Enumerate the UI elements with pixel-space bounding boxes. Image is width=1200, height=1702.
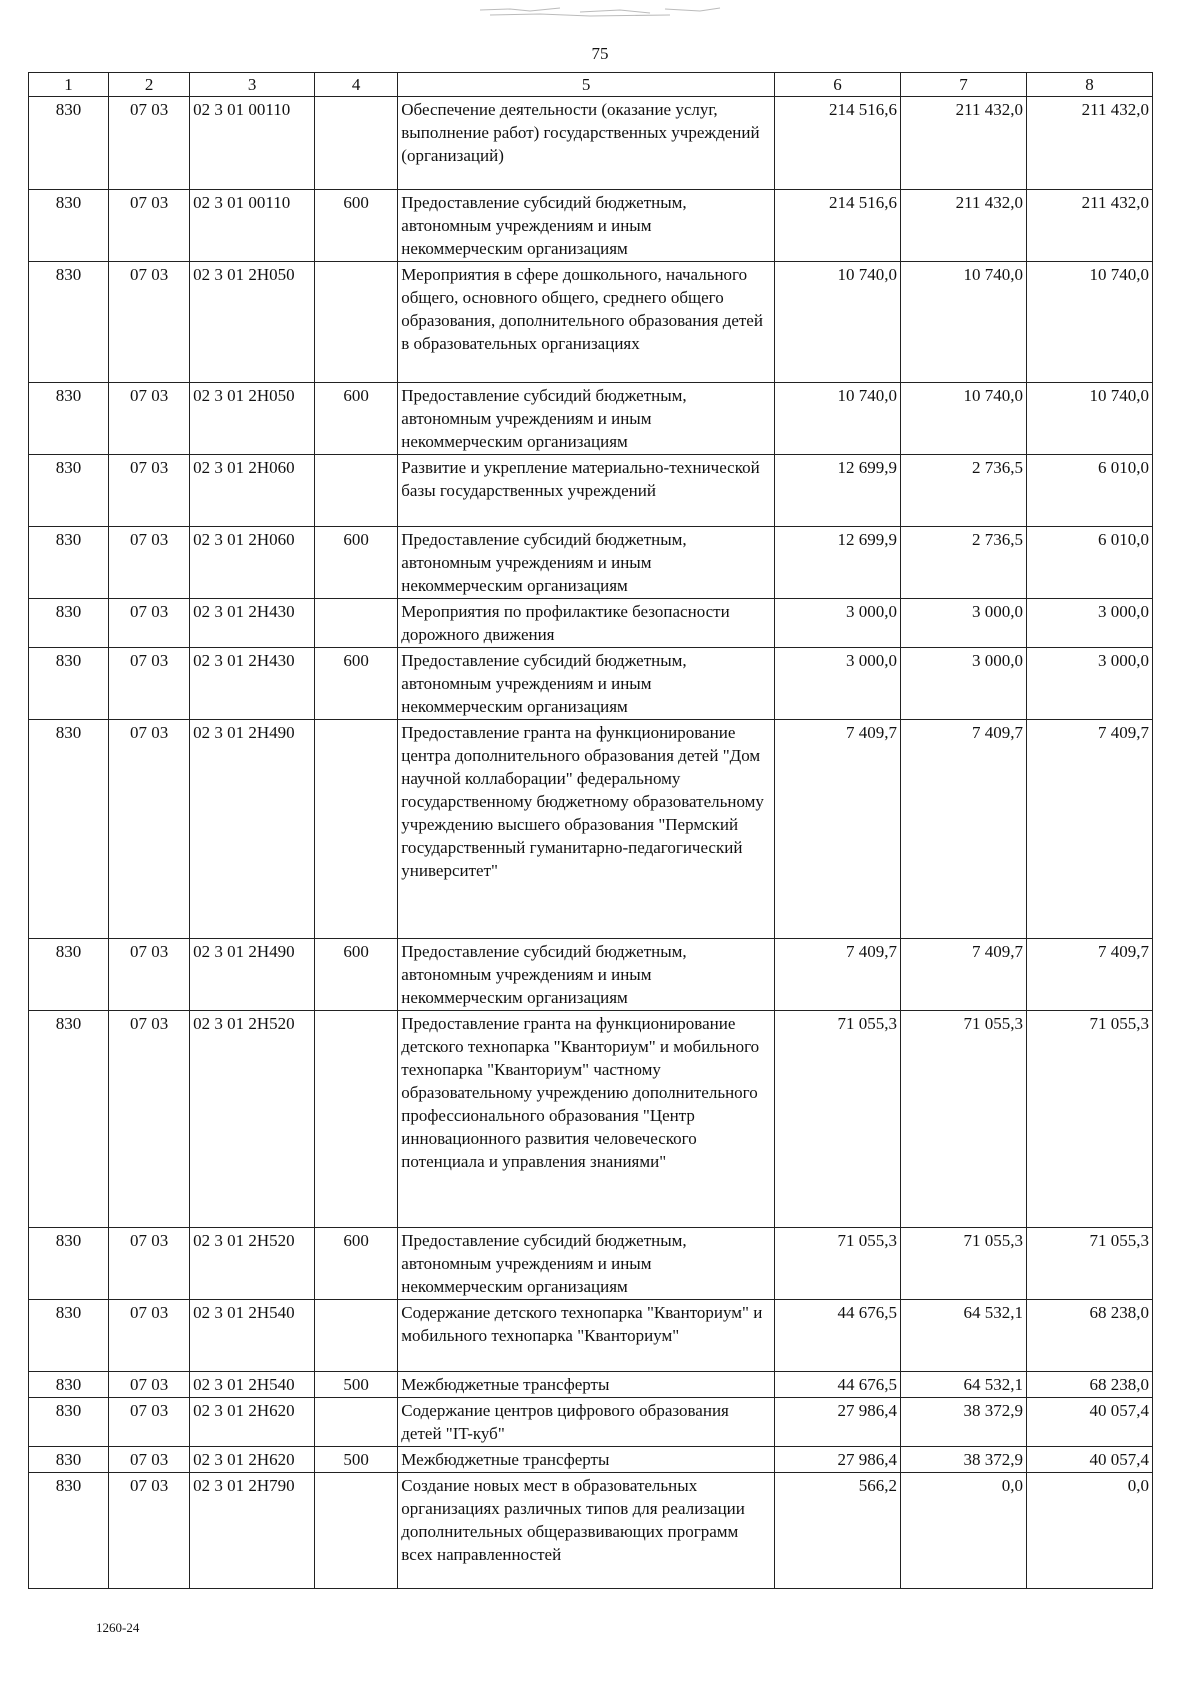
cell-amount-col8: 71 055,3 — [1026, 1011, 1152, 1228]
cell-target-article: 02 3 01 2Н430 — [190, 648, 315, 720]
cell-section: 07 03 — [109, 720, 190, 939]
cell-section: 07 03 — [109, 1228, 190, 1300]
cell-ministry: 830 — [29, 1300, 109, 1372]
cell-ministry: 830 — [29, 190, 109, 262]
cell-amount-col7: 10 740,0 — [901, 262, 1027, 383]
cell-expense-type: 600 — [315, 527, 398, 599]
cell-description: Содержание центров цифрового образования детей "IT-куб" — [398, 1398, 775, 1447]
cell-ministry: 830 — [29, 939, 109, 1011]
cell-section: 07 03 — [109, 383, 190, 455]
column-header-5: 5 — [398, 73, 775, 97]
cell-amount-col8: 10 740,0 — [1026, 383, 1152, 455]
cell-amount-col8: 3 000,0 — [1026, 599, 1152, 648]
column-header-1: 1 — [29, 73, 109, 97]
cell-target-article: 02 3 01 2Н520 — [190, 1228, 315, 1300]
cell-expense-type — [315, 1300, 398, 1372]
column-header-7: 7 — [901, 73, 1027, 97]
cell-target-article: 02 3 01 2Н620 — [190, 1447, 315, 1473]
cell-amount-col8: 68 238,0 — [1026, 1300, 1152, 1372]
cell-expense-type — [315, 720, 398, 939]
scan-artifact — [470, 4, 730, 18]
cell-amount-col6: 27 986,4 — [775, 1398, 901, 1447]
column-header-2: 2 — [109, 73, 190, 97]
cell-amount-col8: 7 409,7 — [1026, 720, 1152, 939]
cell-amount-col6: 10 740,0 — [775, 262, 901, 383]
cell-expense-type: 500 — [315, 1447, 398, 1473]
cell-amount-col7: 2 736,5 — [901, 455, 1027, 527]
cell-amount-col7: 7 409,7 — [901, 720, 1027, 939]
cell-description: Предоставление субсидий бюджетным, автономным учреждениям и иным некоммерческим организациям — [398, 527, 775, 599]
header-row — [29, 73, 1153, 97]
cell-amount-col7: 3 000,0 — [901, 599, 1027, 648]
table-row — [29, 455, 1153, 527]
cell-amount-col6: 3 000,0 — [775, 648, 901, 720]
cell-amount-col7: 38 372,9 — [901, 1447, 1027, 1473]
table-row — [29, 1228, 1153, 1300]
cell-description: Предоставление субсидий бюджетным, автономным учреждениям и иным некоммерческим организациям — [398, 383, 775, 455]
cell-ministry: 830 — [29, 648, 109, 720]
cell-ministry: 830 — [29, 1011, 109, 1228]
cell-description: Предоставление гранта на функционирование центра дополнительного образования детей "Дом научной коллаборации" федеральному государственному бюджетному образовательному учреждению высшего образования "Пермский государственный гуманитарно-педагогический университет" — [398, 720, 775, 939]
cell-expense-type: 600 — [315, 190, 398, 262]
cell-amount-col8: 3 000,0 — [1026, 648, 1152, 720]
cell-amount-col8: 71 055,3 — [1026, 1228, 1152, 1300]
cell-section: 07 03 — [109, 527, 190, 599]
cell-target-article: 02 3 01 2Н520 — [190, 1011, 315, 1228]
cell-amount-col7: 2 736,5 — [901, 527, 1027, 599]
cell-amount-col8: 0,0 — [1026, 1473, 1152, 1589]
cell-ministry: 830 — [29, 720, 109, 939]
cell-amount-col8: 6 010,0 — [1026, 527, 1152, 599]
cell-section: 07 03 — [109, 455, 190, 527]
cell-description: Обеспечение деятельности (оказание услуг, выполнение работ) государственных учреждений (организаций) — [398, 97, 775, 190]
page-number: 75 — [591, 44, 609, 63]
cell-expense-type — [315, 1398, 398, 1447]
cell-target-article: 02 3 01 00110 — [190, 190, 315, 262]
table-row — [29, 383, 1153, 455]
table-row — [29, 1300, 1153, 1372]
cell-section: 07 03 — [109, 1300, 190, 1372]
cell-ministry: 830 — [29, 1473, 109, 1589]
cell-section: 07 03 — [109, 1011, 190, 1228]
cell-section: 07 03 — [109, 939, 190, 1011]
cell-amount-col8: 211 432,0 — [1026, 97, 1152, 190]
cell-description: Мероприятия в сфере дошкольного, начального общего, основного общего, среднего общего образования, дополнительного образования детей в образовательных организациях — [398, 262, 775, 383]
table-row — [29, 599, 1153, 648]
cell-expense-type: 500 — [315, 1372, 398, 1398]
cell-amount-col6: 12 699,9 — [775, 527, 901, 599]
cell-target-article: 02 3 01 2Н490 — [190, 720, 315, 939]
cell-description: Предоставление субсидий бюджетным, автономным учреждениям и иным некоммерческим организациям — [398, 939, 775, 1011]
table-body — [29, 97, 1153, 1589]
column-header-4: 4 — [315, 73, 398, 97]
cell-ministry: 830 — [29, 1398, 109, 1447]
cell-amount-col8: 68 238,0 — [1026, 1372, 1152, 1398]
cell-expense-type — [315, 1011, 398, 1228]
cell-amount-col6: 44 676,5 — [775, 1300, 901, 1372]
cell-amount-col7: 64 532,1 — [901, 1372, 1027, 1398]
cell-amount-col8: 211 432,0 — [1026, 190, 1152, 262]
document-code: 1260-24 — [96, 1620, 140, 1635]
cell-section: 07 03 — [109, 1473, 190, 1589]
cell-ministry: 830 — [29, 527, 109, 599]
cell-amount-col6: 3 000,0 — [775, 599, 901, 648]
cell-description: Предоставление субсидий бюджетным, автономным учреждениям и иным некоммерческим организациям — [398, 190, 775, 262]
table-row — [29, 720, 1153, 939]
table-row — [29, 527, 1153, 599]
cell-target-article: 02 3 01 2Н050 — [190, 383, 315, 455]
cell-amount-col8: 6 010,0 — [1026, 455, 1152, 527]
cell-amount-col7: 38 372,9 — [901, 1398, 1027, 1447]
cell-ministry: 830 — [29, 455, 109, 527]
column-header-3: 3 — [190, 73, 315, 97]
cell-expense-type — [315, 262, 398, 383]
table-row — [29, 1372, 1153, 1398]
cell-section: 07 03 — [109, 97, 190, 190]
cell-ministry: 830 — [29, 1228, 109, 1300]
cell-amount-col7: 0,0 — [901, 1473, 1027, 1589]
cell-amount-col8: 10 740,0 — [1026, 262, 1152, 383]
cell-target-article: 02 3 01 2Н060 — [190, 455, 315, 527]
cell-expense-type: 600 — [315, 939, 398, 1011]
cell-section: 07 03 — [109, 1372, 190, 1398]
cell-amount-col7: 3 000,0 — [901, 648, 1027, 720]
cell-expense-type: 600 — [315, 648, 398, 720]
cell-target-article: 02 3 01 2Н620 — [190, 1398, 315, 1447]
cell-ministry: 830 — [29, 383, 109, 455]
table-row — [29, 1473, 1153, 1589]
cell-target-article: 02 3 01 2Н540 — [190, 1372, 315, 1398]
cell-target-article: 02 3 01 2Н490 — [190, 939, 315, 1011]
table-row — [29, 1398, 1153, 1447]
cell-amount-col8: 7 409,7 — [1026, 939, 1152, 1011]
cell-amount-col6: 7 409,7 — [775, 939, 901, 1011]
cell-section: 07 03 — [109, 1398, 190, 1447]
cell-amount-col7: 7 409,7 — [901, 939, 1027, 1011]
cell-amount-col7: 64 532,1 — [901, 1300, 1027, 1372]
table-row — [29, 939, 1153, 1011]
cell-amount-col7: 10 740,0 — [901, 383, 1027, 455]
cell-description: Межбюджетные трансферты — [398, 1447, 775, 1473]
table-row — [29, 1011, 1153, 1228]
cell-section: 07 03 — [109, 190, 190, 262]
cell-description: Предоставление субсидий бюджетным, автономным учреждениям и иным некоммерческим организациям — [398, 1228, 775, 1300]
cell-description: Предоставление гранта на функционирование детского технопарка "Кванториум" и мобильного технопарка "Кванториум" частному образовательному учреждению дополнительного профессионального образования "Центр инновационного развития человеческого потенциала и управления знаниями" — [398, 1011, 775, 1228]
table-row — [29, 648, 1153, 720]
cell-amount-col6: 566,2 — [775, 1473, 901, 1589]
cell-target-article: 02 3 01 2Н790 — [190, 1473, 315, 1589]
cell-amount-col7: 71 055,3 — [901, 1011, 1027, 1228]
cell-expense-type — [315, 455, 398, 527]
cell-amount-col6: 27 986,4 — [775, 1447, 901, 1473]
cell-amount-col8: 40 057,4 — [1026, 1447, 1152, 1473]
cell-amount-col6: 71 055,3 — [775, 1011, 901, 1228]
table-row — [29, 190, 1153, 262]
column-header-8: 8 — [1026, 73, 1152, 97]
cell-expense-type — [315, 1473, 398, 1589]
cell-ministry: 830 — [29, 599, 109, 648]
cell-amount-col7: 71 055,3 — [901, 1228, 1027, 1300]
cell-amount-col6: 10 740,0 — [775, 383, 901, 455]
cell-ministry: 830 — [29, 1372, 109, 1398]
cell-description: Мероприятия по профилактике безопасности дорожного движения — [398, 599, 775, 648]
cell-ministry: 830 — [29, 262, 109, 383]
cell-description: Развитие и укрепление материально-технической базы государственных учреждений — [398, 455, 775, 527]
cell-section: 07 03 — [109, 262, 190, 383]
cell-expense-type — [315, 599, 398, 648]
cell-amount-col6: 214 516,6 — [775, 97, 901, 190]
cell-amount-col7: 211 432,0 — [901, 190, 1027, 262]
cell-target-article: 02 3 01 2Н060 — [190, 527, 315, 599]
cell-section: 07 03 — [109, 1447, 190, 1473]
cell-target-article: 02 3 01 00110 — [190, 97, 315, 190]
cell-description: Межбюджетные трансферты — [398, 1372, 775, 1398]
cell-amount-col6: 44 676,5 — [775, 1372, 901, 1398]
cell-amount-col6: 71 055,3 — [775, 1228, 901, 1300]
cell-amount-col8: 40 057,4 — [1026, 1398, 1152, 1447]
budget-table — [28, 72, 1153, 1589]
cell-description: Создание новых мест в образовательных организациях различных типов для реализации дополнительных общеразвивающих программ всех направленностей — [398, 1473, 775, 1589]
column-header-6: 6 — [775, 73, 901, 97]
cell-target-article: 02 3 01 2Н540 — [190, 1300, 315, 1372]
cell-ministry: 830 — [29, 1447, 109, 1473]
cell-amount-col7: 211 432,0 — [901, 97, 1027, 190]
table-row — [29, 97, 1153, 190]
cell-target-article: 02 3 01 2Н050 — [190, 262, 315, 383]
table-row — [29, 1447, 1153, 1473]
cell-expense-type — [315, 97, 398, 190]
cell-section: 07 03 — [109, 599, 190, 648]
table-row — [29, 262, 1153, 383]
cell-target-article: 02 3 01 2Н430 — [190, 599, 315, 648]
cell-description: Содержание детского технопарка "Кванториум" и мобильного технопарка "Кванториум" — [398, 1300, 775, 1372]
cell-expense-type: 600 — [315, 1228, 398, 1300]
cell-amount-col6: 7 409,7 — [775, 720, 901, 939]
cell-ministry: 830 — [29, 97, 109, 190]
cell-amount-col6: 214 516,6 — [775, 190, 901, 262]
cell-description: Предоставление субсидий бюджетным, автономным учреждениям и иным некоммерческим организациям — [398, 648, 775, 720]
cell-amount-col6: 12 699,9 — [775, 455, 901, 527]
cell-section: 07 03 — [109, 648, 190, 720]
cell-expense-type: 600 — [315, 383, 398, 455]
